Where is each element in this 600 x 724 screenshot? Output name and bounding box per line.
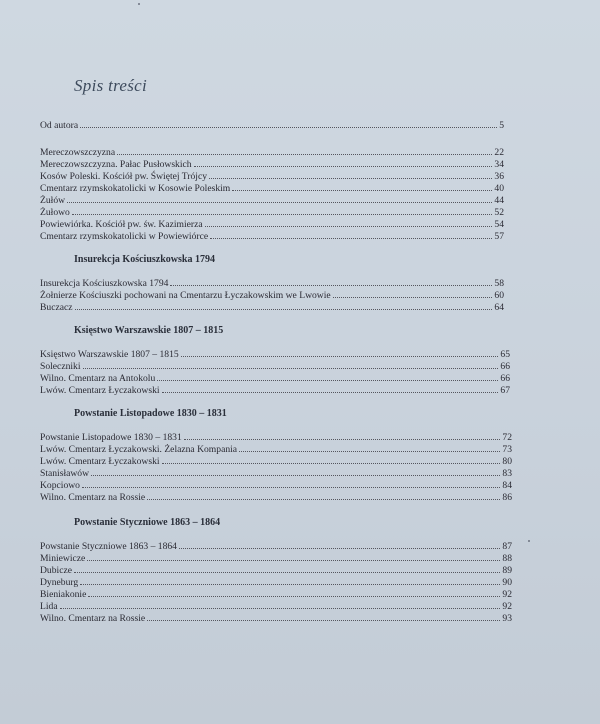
dot-leader xyxy=(80,584,500,585)
toc-entry-page: 83 xyxy=(502,468,512,479)
dot-leader xyxy=(147,499,500,500)
paper-speck xyxy=(138,3,140,5)
toc-entry xyxy=(40,444,512,456)
dot-leader xyxy=(194,166,493,167)
toc-entry xyxy=(40,171,504,183)
dot-leader xyxy=(75,309,493,310)
toc-entry xyxy=(40,468,512,480)
toc-entry-label: Cmentarz rzymskokatolicki w Kosowie Poleskim xyxy=(40,183,231,194)
toc-entry xyxy=(40,147,504,159)
toc-entry-label: Żułowo xyxy=(40,207,70,218)
dot-leader xyxy=(83,368,499,369)
toc-entry-page: 52 xyxy=(494,207,504,218)
toc-entry xyxy=(40,195,504,207)
toc-entry-page: 92 xyxy=(502,601,512,612)
toc-entry xyxy=(40,207,504,219)
toc-entry-label: Dubicze xyxy=(40,565,72,576)
toc-entry-label: Insurekcja Kościuszkowska 1794 xyxy=(40,278,169,289)
dot-leader xyxy=(210,238,492,239)
toc-entry-page: 65 xyxy=(500,349,510,360)
toc-entry-page: 67 xyxy=(500,385,510,396)
toc-entry-label: Żołnierze Kościuszki pochowani na Cmentarzu Łyczakowskim we Lwowie xyxy=(40,290,331,301)
toc-entry-page: 66 xyxy=(500,373,510,384)
toc-entry xyxy=(40,231,504,243)
toc-entry-label: Mereczowszczyzna xyxy=(40,147,116,158)
toc-entry-page: 72 xyxy=(502,432,512,443)
toc-entry-page: 73 xyxy=(502,444,512,455)
dot-leader xyxy=(60,608,501,609)
toc-entry-label: Cmentarz rzymskokatolicki w Powiewiórce xyxy=(40,231,209,242)
toc-entry-label: Buczacz xyxy=(40,302,73,313)
toc-entry-page: 87 xyxy=(502,541,512,552)
dot-leader xyxy=(333,297,493,298)
toc-entry-page: 60 xyxy=(494,290,504,301)
toc-entry xyxy=(40,159,504,171)
dot-leader xyxy=(91,475,500,476)
toc-entry-label: Wilno. Cmentarz na Rossie xyxy=(40,492,146,503)
toc-entry-label: Księstwo Warszawskie 1807 – 1815 xyxy=(40,349,179,360)
dot-leader xyxy=(184,439,501,440)
dot-leader xyxy=(162,392,499,393)
toc-entry xyxy=(40,492,512,504)
paper-speck xyxy=(528,540,530,542)
toc-entry-label: Bieniakonie xyxy=(40,589,87,600)
toc-entry-label: Stanisławów xyxy=(40,468,90,479)
toc-entry-label: Żułów xyxy=(40,195,66,206)
dot-leader xyxy=(74,572,500,573)
toc-entry-label: Lwów. Cmentarz Łyczakowski. Żelazna Kompania xyxy=(40,444,238,455)
toc-entry xyxy=(40,278,504,290)
dot-leader xyxy=(72,214,493,215)
toc-entry xyxy=(40,373,510,385)
toc-entry xyxy=(40,456,512,468)
toc-entry-page: 84 xyxy=(502,480,512,491)
toc-entry-page: 64 xyxy=(494,302,504,313)
toc-entry-label: Od autora xyxy=(40,120,79,131)
toc-entry-page: 93 xyxy=(502,613,512,624)
toc-entry-label: Lwów. Cmentarz Łyczakowski xyxy=(40,385,160,396)
toc-entry xyxy=(40,385,510,397)
toc-entry-label: Powstanie Listopadowe 1830 – 1831 xyxy=(40,432,182,443)
toc-entry-page: 36 xyxy=(494,171,504,182)
dot-leader xyxy=(209,178,492,179)
toc-entry-label: Powstanie Styczniowe 1863 – 1864 xyxy=(40,541,177,552)
toc-entry xyxy=(40,302,504,314)
section-heading: Księstwo Warszawskie 1807 – 1815 xyxy=(74,325,224,336)
toc-entry xyxy=(40,349,510,361)
toc-entry xyxy=(40,553,512,565)
dot-leader xyxy=(179,548,500,549)
toc-entry-page: 80 xyxy=(502,456,512,467)
toc-entry-page: 54 xyxy=(494,219,504,230)
dot-leader xyxy=(239,451,500,452)
toc-entry-label: Kopciowo xyxy=(40,480,80,491)
dot-leader xyxy=(147,620,500,621)
toc-entry-page: 86 xyxy=(502,492,512,503)
dot-leader xyxy=(162,463,501,464)
toc-entry-page: 90 xyxy=(502,577,512,588)
toc-entry-page: 5 xyxy=(499,120,504,131)
dot-leader xyxy=(181,356,499,357)
toc-entry-page: 92 xyxy=(502,589,512,600)
toc-entry xyxy=(40,613,512,625)
dot-leader xyxy=(67,202,492,203)
toc-entry-page: 58 xyxy=(494,278,504,289)
toc-entry-label: Powiewiórka. Kościół pw. św. Kazimierza xyxy=(40,219,203,230)
page-title: Spis treści xyxy=(74,76,148,95)
toc-entry xyxy=(40,183,504,195)
toc-entry xyxy=(40,480,512,492)
toc-entry-page: 44 xyxy=(494,195,504,206)
toc-entry xyxy=(40,589,512,601)
dot-leader xyxy=(157,380,498,381)
dot-leader xyxy=(205,226,493,227)
toc-entry xyxy=(40,361,510,373)
toc-entry xyxy=(40,120,504,132)
toc-entry-page: 89 xyxy=(502,565,512,576)
dot-leader xyxy=(232,190,492,191)
toc-entry-label: Lida xyxy=(40,601,58,612)
dot-leader xyxy=(80,127,497,128)
toc-entry xyxy=(40,577,512,589)
toc-entry-page: 40 xyxy=(494,183,504,194)
toc-entry xyxy=(40,541,512,553)
dot-leader xyxy=(117,154,492,155)
section-heading: Powstanie Listopadowe 1830 – 1831 xyxy=(74,408,227,419)
toc-entry xyxy=(40,601,512,613)
dot-leader xyxy=(88,596,500,597)
toc-entry-page: 88 xyxy=(502,553,512,564)
toc-entry xyxy=(40,565,512,577)
dot-leader xyxy=(82,487,500,488)
toc-entry-page: 34 xyxy=(494,159,504,170)
dot-leader xyxy=(170,285,492,286)
dot-leader xyxy=(87,560,500,561)
toc-entry-label: Kosów Poleski. Kościół pw. Świętej Trójcy xyxy=(40,171,208,182)
toc-entry-page: 57 xyxy=(494,231,504,242)
toc-entry-label: Wilno. Cmentarz na Antokolu xyxy=(40,373,156,384)
toc-entry-label: Dyneburg xyxy=(40,577,79,588)
toc-entry xyxy=(40,219,504,231)
toc-entry-page: 66 xyxy=(500,361,510,372)
toc-entry-label: Wilno. Cmentarz na Rossie xyxy=(40,613,146,624)
toc-entry-label: Soleczniki xyxy=(40,361,81,372)
toc-entry-label: Lwów. Cmentarz Łyczakowski xyxy=(40,456,160,467)
section-heading: Insurekcja Kościuszkowska 1794 xyxy=(74,254,215,265)
toc-entry xyxy=(40,290,504,302)
toc-entry-label: Miniewicze xyxy=(40,553,86,564)
toc-entry-label: Mereczowszczyzna. Pałac Pusłowskich xyxy=(40,159,192,170)
toc-entry xyxy=(40,432,512,444)
toc-entry-page: 22 xyxy=(494,147,504,158)
section-heading: Powstanie Styczniowe 1863 – 1864 xyxy=(74,517,221,528)
